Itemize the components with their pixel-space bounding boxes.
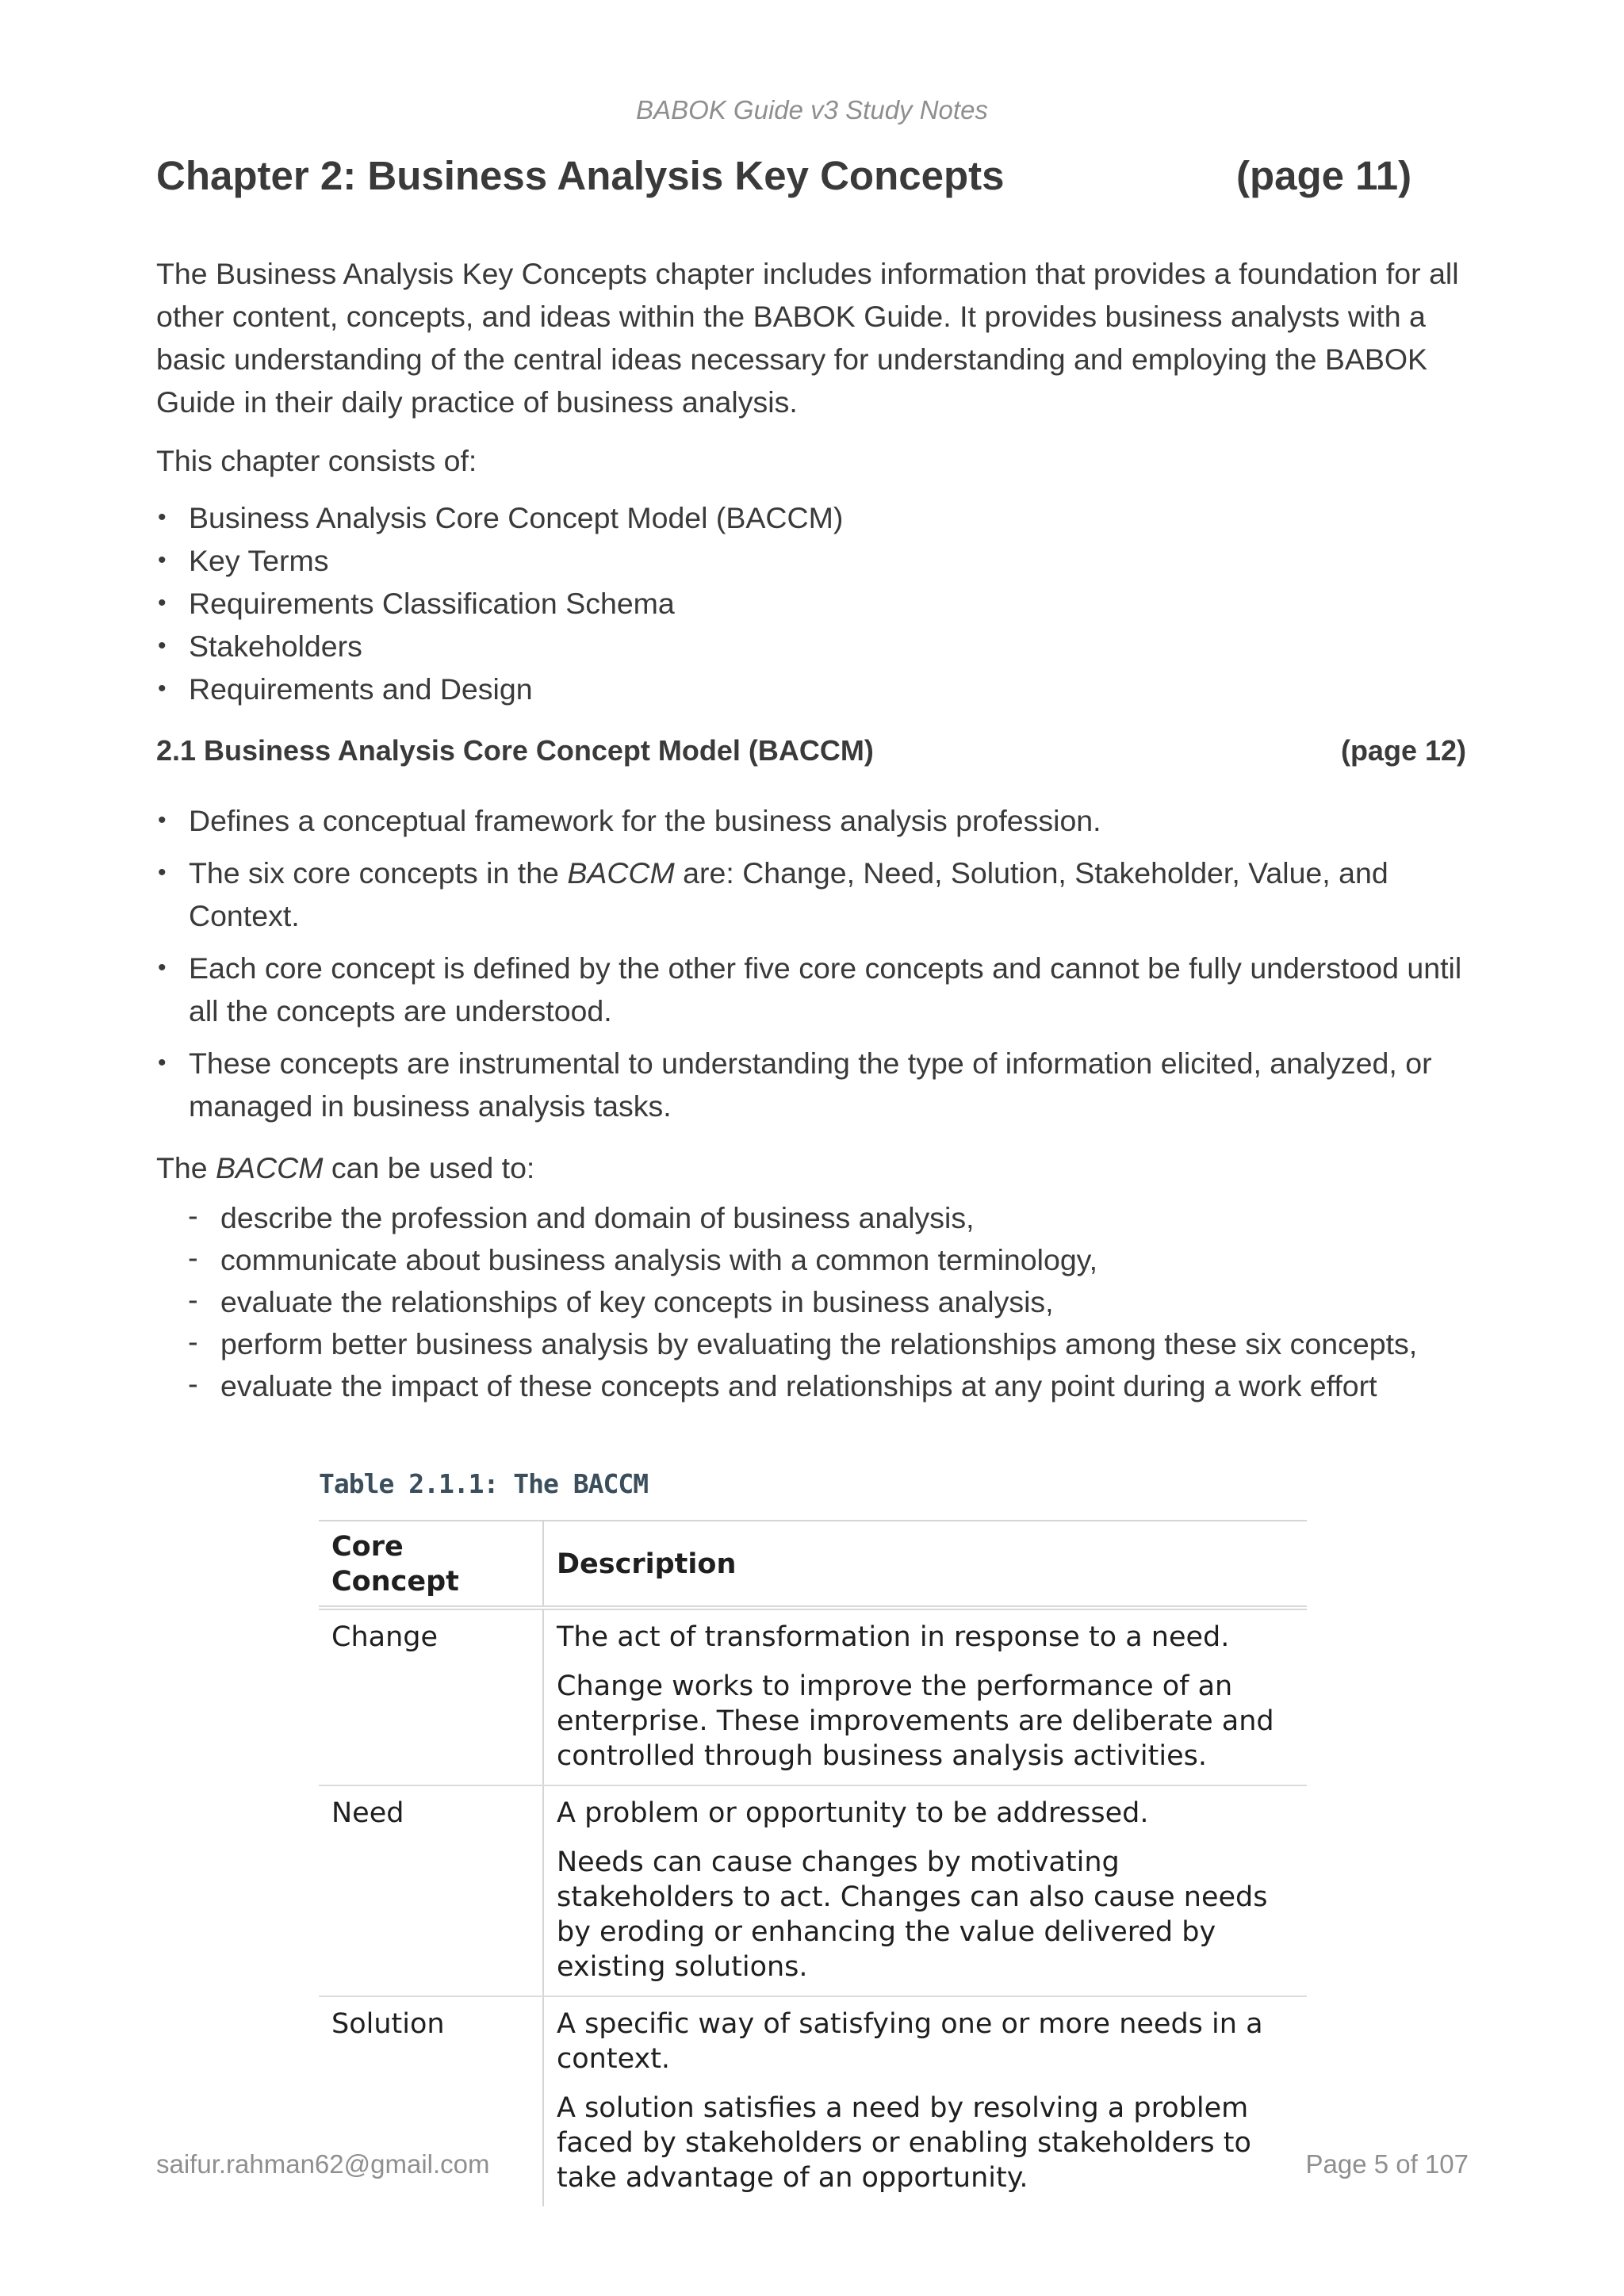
list-item: • Key Terms [156, 539, 1473, 582]
list-item: - perform better business analysis by evaluating the relationships among these six concepts, [188, 1323, 1473, 1365]
description-long: A solution satisfies a need by resolving a problem faced by stakeholders or enabling stakeholders to take advantage of an opportunity. [557, 2092, 1251, 2194]
section-page-ref: (page 12) [1340, 734, 1466, 767]
table-caption: Table 2.1.1: The BACCM [319, 1468, 649, 1499]
chapter-title [156, 152, 1425, 199]
intro-paragraph: The Business Analysis Key Concepts chapter includes information that provides a foundation for all other content, concepts, and ideas within the BABOK Guide. It provides business analysts with a basic understanding of the central ideas necessary for understanding and employing the BABOK Guide in their daily practice of business analysis. [156, 257, 1459, 419]
baccm-emphasis: BACCM [567, 856, 675, 890]
baccm-uses-intro: The BACCM can be used to: [156, 1151, 535, 1184]
footer-page-number: Page 5 of 107 [1305, 2149, 1469, 2179]
section-heading [156, 729, 1473, 772]
description-short: The act of transformation in response to a need. [557, 1621, 1230, 1653]
list-item: • These concepts are instrumental to understanding the type of information elicited, analyzed, or managed in business analysis tasks. [156, 1042, 1473, 1127]
table-header-row [319, 1521, 1307, 1608]
chapter-page-ref: (page 11) [1236, 153, 1412, 198]
description-cell [543, 1785, 1307, 1996]
section-heading-text: 2.1 Business Analysis Core Concept Model (BACCM) [156, 734, 874, 767]
description-long: Change works to improve the performance of an enterprise. These improvements are deliberate and controlled through business analysis activities. [557, 1670, 1274, 1772]
description-cell [543, 1996, 1307, 2206]
description-short: A problem or opportunity to be addressed. [557, 1797, 1149, 1829]
list-item: • The six core concepts in the BACCM are: Change, Need, Solution, Stakeholder, Value, and Context. [156, 851, 1473, 937]
column-header-concept: Core Concept [319, 1521, 543, 1608]
list-item: • Business Analysis Core Concept Model (BACCM) [156, 496, 1473, 539]
baccm-uses-list [156, 1197, 1473, 1407]
list-item: • Each core concept is defined by the other five core concepts and cannot be fully understood until all the concepts are understood. [156, 947, 1473, 1032]
column-header-description: Description [543, 1521, 1307, 1608]
list-item: • Stakeholders [156, 625, 1473, 668]
table-row [319, 1608, 1307, 1785]
section-bullets [156, 799, 1473, 1127]
list-item: - evaluate the impact of these concepts and relationships at any point during a work effort [188, 1365, 1473, 1407]
chapter-items-list [156, 496, 1473, 710]
footer-email: saifur.rahman62@gmail.com [156, 2149, 490, 2179]
baccm-table [319, 1520, 1307, 2206]
description-long: Needs can cause changes by motivating stakeholders to act. Changes can also cause needs by eroding or enhancing the value delivered by existing solutions. [557, 1846, 1268, 1983]
chapter-title-text: Chapter 2: Business Analysis Key Concepts [156, 153, 1005, 198]
list-item: - describe the profession and domain of business analysis, [188, 1197, 1473, 1239]
main-content [156, 252, 1473, 1407]
consists-label: This chapter consists of: [156, 444, 477, 477]
concept-cell: Need [319, 1785, 543, 1996]
list-item: • Requirements and Design [156, 668, 1473, 710]
concept-cell: Solution [319, 1996, 543, 2206]
running-header: BABOK Guide v3 Study Notes [636, 95, 988, 124]
list-item: - communicate about business analysis with a common terminology, [188, 1239, 1473, 1281]
description-short: A specific way of satisfying one or more needs in a context. [557, 2008, 1263, 2075]
list-item: • Defines a conceptual framework for the business analysis profession. [156, 799, 1473, 842]
baccm-table-block [319, 1468, 1307, 2206]
list-item: - evaluate the relationships of key concepts in business analysis, [188, 1281, 1473, 1323]
list-item: • Requirements Classification Schema [156, 582, 1473, 625]
table-row [319, 1785, 1307, 1996]
concept-cell: Change [319, 1608, 543, 1785]
description-cell [543, 1608, 1307, 1785]
